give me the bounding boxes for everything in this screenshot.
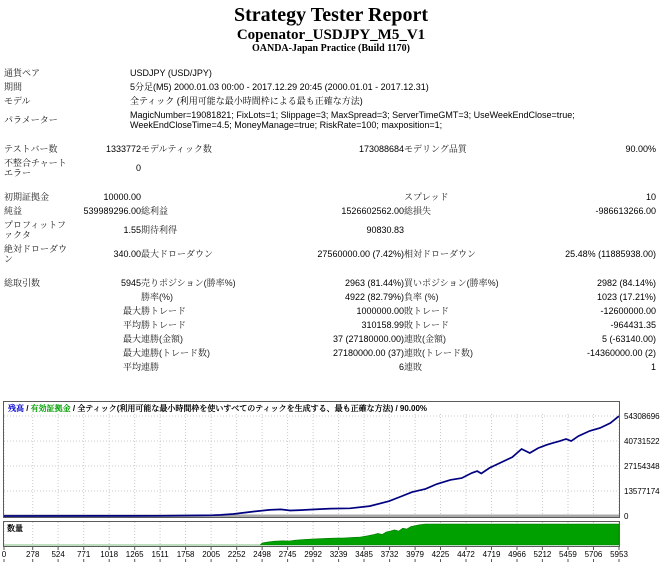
table-row (4, 304, 656, 318)
x-axis-label: 3485 (355, 550, 373, 559)
cell-value: 0 (135, 163, 141, 173)
cell-label: 期間 (4, 82, 23, 92)
table-row (4, 332, 656, 346)
cell-value (74, 290, 141, 304)
x-axis-label: 5459 (559, 550, 577, 559)
cell-label: 勝トレード (141, 306, 187, 316)
x-axis-label: 3732 (380, 550, 399, 559)
cell-label (404, 218, 522, 242)
x-axis-label: 278 (26, 550, 40, 559)
cell-value: 平均 (122, 320, 141, 330)
x-axis-label: 0 (1, 550, 7, 559)
cell-label: 総取引数 (4, 278, 41, 288)
table-row (4, 80, 656, 94)
cell-label: 最大ドローダウン (141, 249, 214, 259)
cell-label (4, 318, 74, 332)
cell-value: 5 (-63140.00) (602, 334, 657, 344)
cell-value: 2963 (81.44%) (344, 278, 404, 288)
cell-label: 総損失 (404, 206, 432, 216)
x-axis-label: 4225 (431, 550, 450, 559)
x-axis-label: 2745 (278, 550, 297, 559)
table-row (4, 242, 656, 266)
legend-separator: / (24, 404, 31, 413)
server-build: OANDA-Japan Practice (Build 1170) (251, 43, 411, 54)
cell-value: -12600000.00 (600, 306, 657, 316)
cell-value: MagicNumber=19081821; FixLots=1; Slippage=3; MaxSpread=3; ServerTimeGMT=3; UseWeekEndClose=true; WeekEndCloseTime=4.5; MoneyManage=true; RiskRate=100; maxposition=1; (130, 110, 575, 130)
page-title: Strategy Tester Report (233, 4, 429, 26)
x-axis-label: 771 (76, 550, 91, 559)
legend-model: 全ティック(利用可能な最小時間枠を使いすべてのティックを生成する、最も正確な方法) (77, 404, 394, 413)
table-row (4, 360, 656, 374)
cell-label: 勝トレード (141, 320, 187, 330)
cell-value: 10000.00 (103, 192, 141, 202)
cell-value: 4922 (82.79%) (344, 292, 404, 302)
spacer-cell (4, 266, 656, 276)
cell-value: 90.00% (625, 144, 657, 154)
table-row (4, 290, 656, 304)
cell-value: 2982 (84.14%) (597, 278, 657, 288)
cell-value (522, 156, 656, 180)
chart-legend (8, 403, 427, 414)
cell-value: 1000000.00 (356, 306, 404, 316)
cell-value: -986613266.00 (595, 206, 657, 216)
cell-value: 90830.83 (366, 225, 404, 235)
cell-label: 売りポジション(勝率%) (141, 278, 236, 288)
balance-chart (3, 401, 620, 518)
cell-value: 最大 (122, 334, 141, 344)
cell-label: テストバー数 (4, 144, 58, 154)
table-row (4, 346, 656, 360)
cell-value: -14360000.00 (2) (586, 348, 657, 358)
cell-label: モデリング品質 (404, 144, 467, 154)
cell-value: 最大 (122, 348, 141, 358)
cell-label: モデル (4, 96, 31, 106)
x-axis-label: 1758 (176, 550, 195, 559)
cell-label (4, 360, 74, 374)
cell-value: 25.48% (11885938.00) (565, 249, 657, 259)
x-axis-label: 5706 (584, 550, 603, 559)
cell-value: 5945 (120, 278, 141, 288)
cell-label: モデルティック数 (141, 144, 212, 154)
cell-label: 買いポジション(勝率%) (404, 278, 499, 288)
cell-value: 1.55 (123, 225, 141, 235)
cell-value: -964431.35 (610, 320, 657, 330)
cell-label: 連敗 (404, 362, 423, 372)
cell-value (261, 190, 404, 204)
table-row (4, 156, 656, 180)
cell-label: 負率 (%) (404, 292, 439, 302)
cell-label: 敗トレード (404, 306, 450, 316)
x-axis-label: 4966 (508, 550, 526, 559)
cell-label: 連勝(金額) (141, 334, 183, 344)
y-axis-label: 54308696 (624, 412, 660, 421)
x-axis-label: 2992 (304, 550, 322, 559)
lots-chart (3, 521, 620, 547)
legend-equity: 有効証拠金 (30, 404, 71, 413)
cell-label (4, 290, 74, 304)
cell-label: 不整合チャートエラー (4, 158, 67, 178)
x-axis-label: 1265 (125, 550, 144, 559)
cell-label: プロフィットファクタ (4, 220, 67, 240)
cell-value: 1 (651, 362, 657, 372)
table-row (4, 318, 656, 332)
x-axis-label: 2498 (253, 550, 271, 559)
cell-label (141, 156, 261, 180)
cell-value: 1333772 (105, 144, 141, 154)
cell-value: 340.00 (113, 249, 141, 259)
expert-name: Copenator_USDJPY_M5_V1 (236, 27, 426, 43)
y-axis-label: 0 (624, 512, 629, 521)
table-row (4, 218, 656, 242)
cell-label: 期待利得 (141, 225, 178, 235)
cell-label (141, 190, 261, 204)
stats-table-body (4, 66, 656, 374)
stats-table (4, 66, 656, 374)
cell-value: 最大 (122, 306, 141, 316)
x-axis-label: 4719 (482, 550, 501, 559)
x-axis-label: 3979 (406, 550, 424, 559)
legend-balance: 残高 (8, 404, 24, 413)
x-axis-label: 1018 (100, 550, 119, 559)
cell-label: 通貨ペア (4, 68, 41, 78)
cell-label: 敗トレード (404, 320, 450, 330)
cell-label: 相対ドローダウン (404, 249, 477, 259)
table-row (4, 276, 656, 290)
cell-value: 平均 (122, 362, 141, 372)
cell-value: 539989296.00 (83, 206, 141, 216)
legend-separator: / (70, 404, 78, 413)
cell-value: 6 (398, 362, 404, 372)
cell-value: 1526602562.00 (341, 206, 404, 216)
lots-chart-canvas (4, 522, 619, 546)
cell-value: 173088684 (358, 144, 404, 154)
table-row-spacer (4, 266, 656, 276)
table-row (4, 190, 656, 204)
table-row (4, 66, 656, 80)
x-axis-label: 5953 (610, 550, 628, 559)
x-axis-label: 4472 (457, 550, 475, 559)
lots-chart-label: 数量 (7, 524, 23, 533)
cell-label: 総利益 (141, 206, 169, 216)
cell-value: 5分足(M5) 2000.01.03 00:00 - 2017.12.29 20:45 (2000.01.01 - 2017.12.31) (130, 82, 429, 92)
cell-label: 連敗(トレード数) (404, 348, 473, 358)
x-axis-ticks-bottom (3, 559, 620, 563)
table-row (4, 94, 656, 108)
table-row-spacer (4, 132, 656, 142)
table-row (4, 204, 656, 218)
cell-label: パラメーター (4, 115, 58, 125)
x-axis-label: 5212 (533, 550, 552, 559)
table-row-spacer (4, 180, 656, 190)
x-axis-label: 1511 (151, 550, 169, 559)
cell-value: 37 (27180000.00) (332, 334, 404, 344)
cell-label: 純益 (4, 206, 23, 216)
x-axis-label: 524 (51, 550, 65, 559)
report-header (0, 4, 662, 54)
y-axis-label: 27154348 (624, 462, 660, 471)
cell-label: 連敗(金額) (404, 334, 446, 344)
cell-label: 絶対ドローダウン (4, 244, 68, 264)
cell-label (404, 156, 522, 180)
cell-value: 10 (646, 192, 657, 202)
legend-separator: / (393, 404, 400, 413)
y-axis-label: 13577174 (624, 487, 660, 496)
cell-label (4, 332, 74, 346)
cell-value: 1023 (17.21%) (597, 292, 657, 302)
cell-value: USDJPY (USD/JPY) (130, 68, 212, 78)
cell-value (261, 156, 404, 180)
x-axis-label: 2252 (227, 550, 246, 559)
cell-label (4, 304, 74, 318)
legend-quality: 90.00% (399, 404, 428, 413)
cell-value: 27180000.00 (37) (332, 348, 404, 358)
cell-label: 連勝 (141, 362, 160, 372)
x-axis-label: 3239 (329, 550, 348, 559)
cell-value (522, 218, 656, 242)
cell-value: 310158.99 (361, 320, 404, 330)
balance-chart-canvas (4, 402, 619, 517)
cell-label: 勝率(%) (141, 292, 173, 302)
table-row (4, 142, 656, 156)
cell-value: 全ティック (利用可能な最小時間枠による最も正確な方法) (130, 96, 363, 106)
spacer-cell (4, 132, 656, 142)
y-axis-label: 40731522 (624, 437, 660, 446)
x-axis-label: 2005 (202, 550, 221, 559)
cell-label: 初期証拠金 (4, 192, 50, 202)
cell-label: スプレッド (404, 192, 449, 202)
spacer-cell (4, 180, 656, 190)
cell-label (4, 346, 74, 360)
cell-value: 27560000.00 (7.42%) (317, 249, 404, 259)
cell-label: 連勝(トレード数) (141, 348, 210, 358)
table-row (4, 108, 656, 132)
